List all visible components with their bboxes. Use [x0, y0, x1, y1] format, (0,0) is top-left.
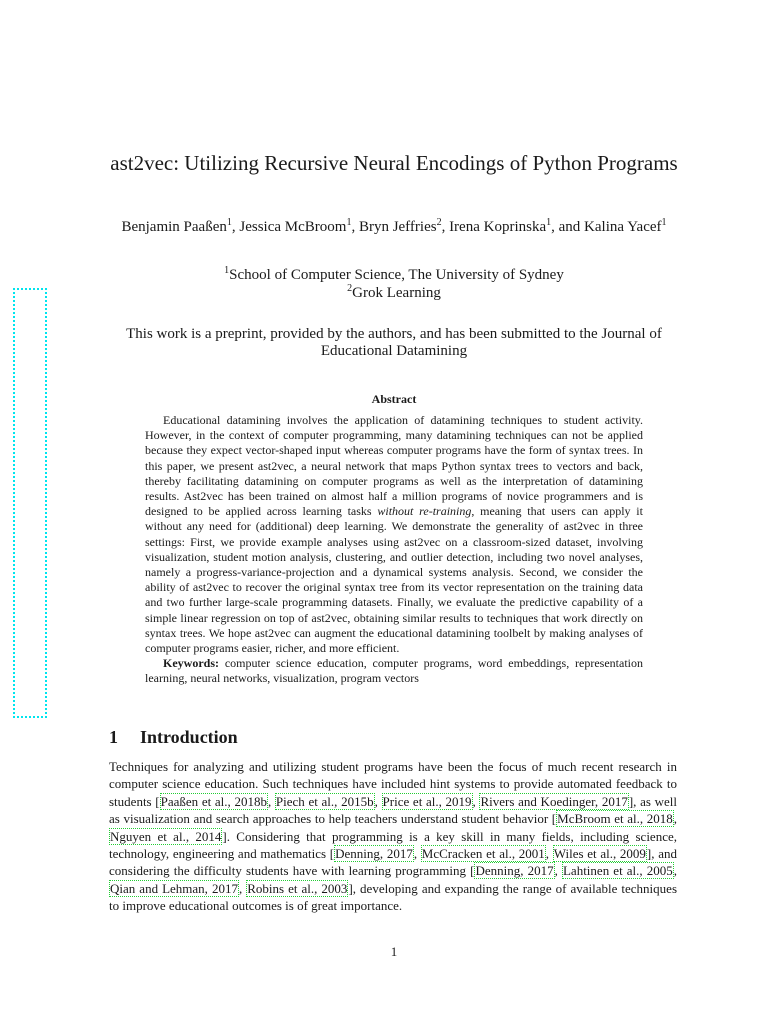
affiliation: $^2$Grok Learning	[347, 283, 441, 301]
citation-link[interactable]: McCracken et al., 2001	[421, 846, 545, 862]
citation-link[interactable]: Lahtinen et al., 2005	[562, 863, 673, 879]
keywords	[145, 656, 643, 686]
author-affil-mark: 1	[226, 217, 232, 228]
citation-link[interactable]: McBroom et al., 2018	[557, 811, 673, 827]
citation-link[interactable]: Denning, 2017	[335, 846, 413, 862]
keywords-label: Keywords:	[163, 656, 219, 671]
citation-link[interactable]: Piech et al., 2015b	[275, 793, 374, 809]
author-name: Kalina Yacef	[584, 219, 662, 235]
abstract-heading: Abstract	[371, 392, 417, 406]
page-number: 1	[390, 944, 398, 959]
author-affil-mark: 1	[346, 217, 352, 228]
author-name: Bryn Jeffries	[358, 219, 437, 235]
section-title: Introduction	[140, 727, 238, 747]
link-annotation-box	[13, 288, 47, 718]
intro-paragraph: Techniques for analyzing and utilizing student programs have been the focus of much recent research in computer science education. Such techniques have included hint systems to provide automated feedback to students [Paaßen et al., 2018b, Piech et al., 2015b, Price et al., 2019, Rivers and Koedinger, 2017], as well as visualization and search approaches to help teachers understand student behavior [McBroom et al., 2018, Nguyen et al., 2014]. Considering that programming is a key skill in many fields, including science, technology, engineering and mathematics [Denning, 2017, McCracken et al., 2001, Wiles et al., 2009], and considering the difficulty students have with learning programming [Denning, 2017, Lahtinen et al., 2005, Qian and Lehman, 2017, Robins et al., 2003], developing and expanding the range of available techniques to improve educational outcomes is of great importance.	[109, 759, 678, 914]
citation-link[interactable]: Denning, 2017	[475, 863, 554, 879]
citation-link[interactable]: Paaßen et al., 2018b	[160, 793, 267, 809]
author-name: Jessica McBroom	[239, 219, 347, 235]
paper-title: ast2vec: Utilizing Recursive Neural Encodings of Python Programs	[110, 151, 678, 175]
author-affil-mark: 1	[661, 217, 667, 228]
affiliations	[100, 266, 688, 302]
author-name: Irena Koprinska	[449, 219, 547, 235]
affiliation: $^1$School of Computer Science, The University of Sydney	[224, 265, 564, 283]
author-affil-mark: 2	[436, 217, 442, 228]
citation-link[interactable]: Robins et al., 2003	[247, 880, 348, 896]
citation-link[interactable]: Price et al., 2019	[382, 793, 472, 809]
citation-link[interactable]: Rivers and Koedinger, 2017	[480, 793, 628, 809]
author-name: Benjamin Paaßen	[121, 219, 227, 235]
abstract-text: Educational datamining involves the application of datamining techniques to student activity. However, in the context of computer programming, many datamining techniques can not be applied because they expect vector-shaped input whereas computer programs have the form of syntax trees. In this paper, we present ast2vec, a neural network that maps Python syntax trees to vectors and back, thereby facilitating datamining on computer programs as well as the interpretation of datamining results. Ast2vec has been trained on almost half a million programs of novice programmers and is designed to be applied across learning tasks without re-training, meaning that users can apply it without any need for (additional) deep learning. We demonstrate the generality of ast2vec in three settings: First, we provide example analyses using ast2vec on a classroom-sized dataset, involving visualization, student motion analysis, clustering, and outlier detection, including two novel analyses, namely a progress-variance-projection and a dynamical systems analysis. Second, we consider the ability of ast2vec to recover the original syntax tree from its vector representation on the training data and two further large-scale programming datasets. Finally, we evaluate the predictive capability of a simple linear regression on top of ast2vec, obtaining similar results to techniques that work directly on syntax trees. We hope ast2vec can augment the educational datamining toolbelt by making analyses of computer programs easier, richer, and more efficient.	[145, 413, 643, 656]
preprint-note: This work is a preprint, provided by the authors, and has been submitted to the Journal of Educational Datamining	[126, 326, 662, 359]
author-affil-mark: 1	[546, 217, 552, 228]
section-number: 1	[109, 727, 118, 747]
citation-link[interactable]: Wiles et al., 2009	[553, 846, 646, 862]
abstract-body	[145, 413, 643, 687]
section-heading	[109, 727, 669, 748]
citation-link[interactable]: Nguyen et al., 2014	[110, 828, 222, 844]
author-list: Benjamin Paaßen$^1$, Jessica McBroom$^1$, Bryn Jeffries$^2$, Irena Koprinska$^1$, and Kalina Yacef$^1$	[121, 217, 667, 235]
keywords-text: computer science education, computer programs, word embeddings, representation learning, neural networks, visualization, program vectors	[145, 656, 644, 686]
citation-link[interactable]: Qian and Lehman, 2017	[110, 880, 238, 896]
